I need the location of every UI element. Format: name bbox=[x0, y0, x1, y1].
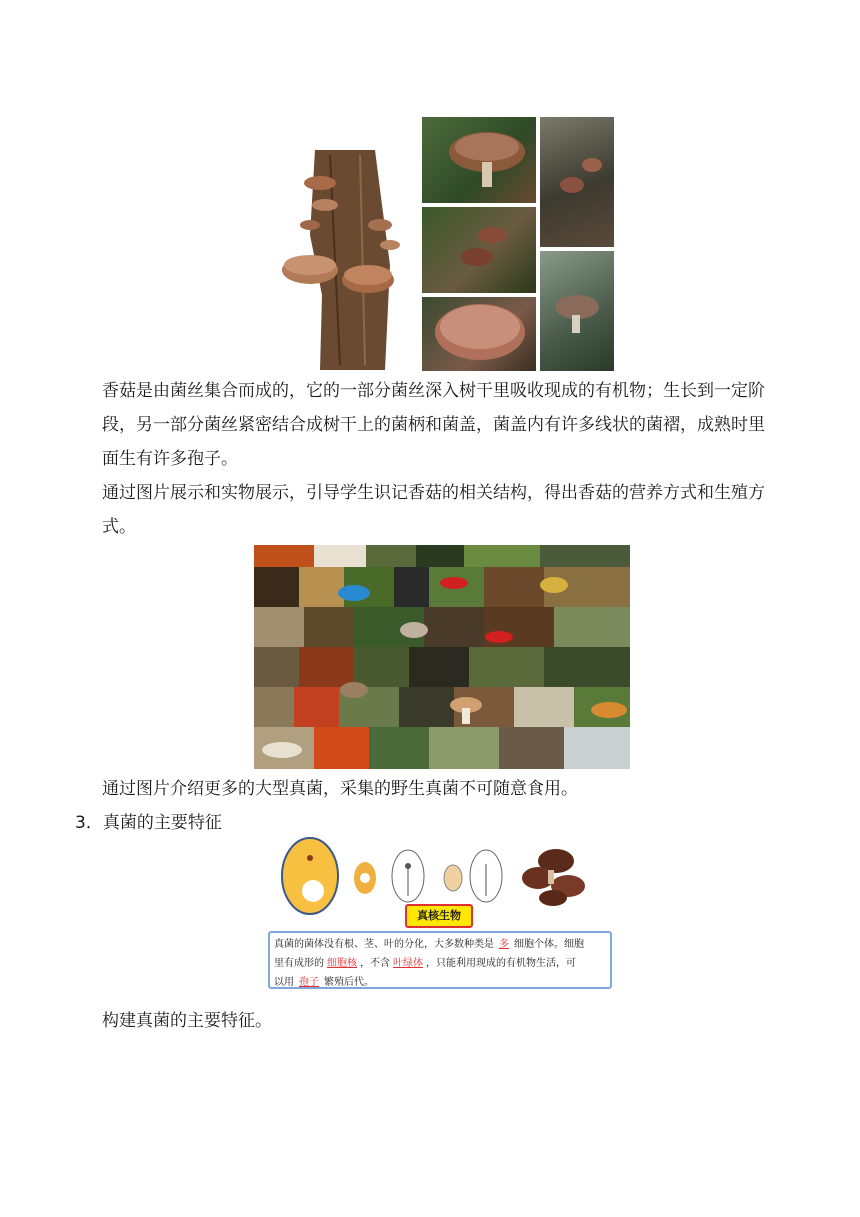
summary-line-1 bbox=[274, 935, 606, 954]
paragraph-line: 式。 bbox=[102, 517, 136, 537]
summary-text: 里有成形的 bbox=[274, 958, 324, 969]
fungi-features-figure bbox=[268, 836, 620, 996]
paragraph-line: 面生有许多孢子。 bbox=[102, 449, 238, 469]
shiitake-log-figure bbox=[280, 145, 420, 370]
fill-in-answer: 叶绿体 bbox=[393, 958, 423, 969]
eukaryote-banner bbox=[405, 904, 473, 928]
summary-line-2 bbox=[274, 954, 606, 973]
paragraph-line: 香菇是由菌丝集合而成的，它的一部分菌丝深入树干里吸收现成的有机物；生长到一定阶 bbox=[102, 381, 765, 401]
fill-in-answer: 多 bbox=[499, 939, 509, 950]
paragraph-line: 通过图片介绍更多的大型真菌，采集的野生真菌不可随意食用。 bbox=[102, 779, 578, 799]
shiitake-log-illustration bbox=[280, 145, 420, 370]
summary-text: ，只能利用现成的有机物生活，可 bbox=[426, 958, 576, 969]
summary-text: 以用 bbox=[274, 977, 294, 988]
section-title: 真菌的主要特征 bbox=[102, 813, 222, 833]
summary-text: ，不含 bbox=[360, 958, 390, 969]
summary-line-3 bbox=[274, 973, 606, 992]
fungi-collage-illustration bbox=[254, 545, 630, 769]
section-heading bbox=[75, 806, 222, 840]
fill-in-answer: 孢子 bbox=[299, 977, 319, 988]
section-number: 3． bbox=[75, 813, 103, 833]
paragraph-line: 构建真菌的主要特征。 bbox=[102, 1011, 272, 1031]
summary-text: 繁殖后代。 bbox=[324, 977, 374, 988]
features-summary-box bbox=[268, 931, 612, 989]
fungi-collage bbox=[254, 545, 630, 769]
paragraph-line: 通过图片展示和实物展示，引导学生识记香菇的相关结构，得出香菇的营养方式和生殖方 bbox=[102, 483, 765, 503]
summary-text: 细胞个体。细胞 bbox=[514, 939, 584, 950]
fill-in-answer: 细胞核 bbox=[327, 958, 357, 969]
paragraph-line: 段，另一部分菌丝紧密结合成树干上的菌柄和菌盖，菌盖内有许多线状的菌褶，成熟时里 bbox=[102, 415, 765, 435]
shiitake-photo-grid bbox=[422, 117, 614, 371]
summary-text: 真菌的菌体没有根、茎、叶的分化，大多数种类是 bbox=[274, 939, 494, 950]
eukaryote-label: 真核生物 bbox=[417, 909, 461, 922]
mushroom-caps-overlay bbox=[422, 117, 614, 371]
